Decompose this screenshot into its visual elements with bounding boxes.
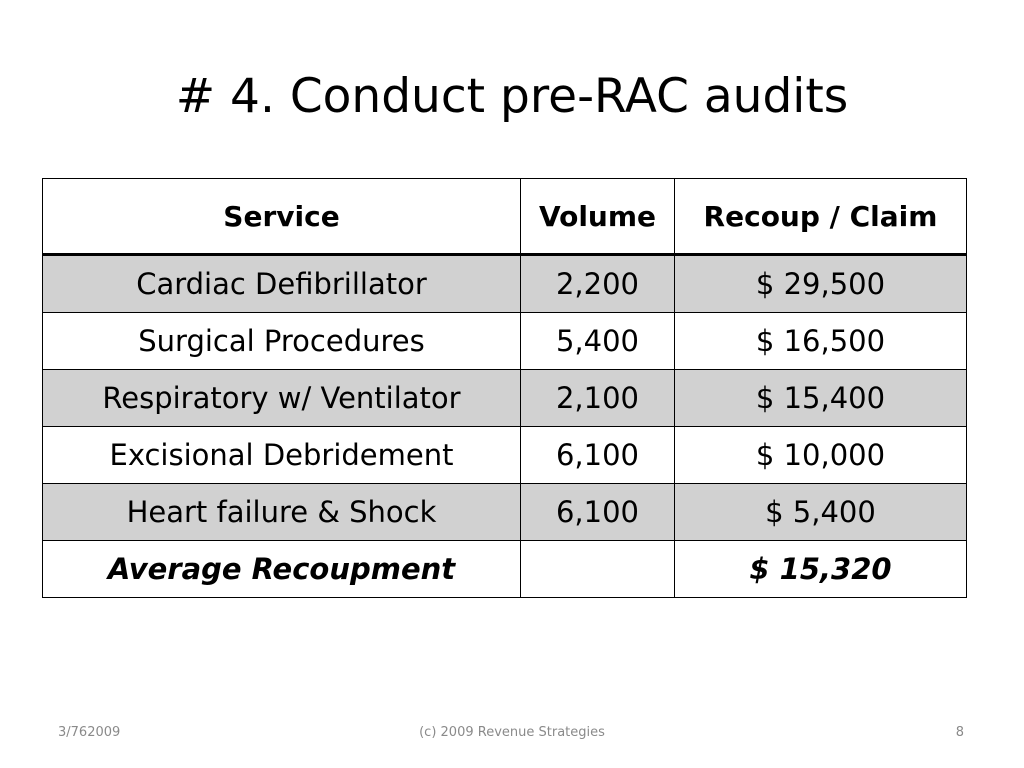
table-header-row — [43, 179, 967, 255]
table-row — [43, 255, 967, 313]
summary-label: Average Recoupment — [43, 541, 521, 598]
page-number: 8 — [955, 725, 964, 740]
volume-cell: 6,100 — [521, 427, 675, 484]
recoup-cell: $ 15,400 — [675, 370, 967, 427]
table-row — [43, 484, 967, 541]
volume-cell: 2,200 — [521, 255, 675, 313]
recoupment-table — [42, 178, 967, 598]
volume-cell: 6,100 — [521, 484, 675, 541]
header-volume: Volume — [521, 179, 675, 255]
service-cell: Heart failure & Shock — [43, 484, 521, 541]
recoup-cell: $ 16,500 — [675, 313, 967, 370]
recoup-cell: $ 5,400 — [675, 484, 967, 541]
summary-volume — [521, 541, 675, 598]
slide-title: # 4. Conduct pre-RAC audits — [175, 69, 849, 124]
table-row — [43, 313, 967, 370]
volume-cell: 5,400 — [521, 313, 675, 370]
footer-date: 3/762009 — [58, 725, 121, 740]
summary-row — [43, 541, 967, 598]
service-cell: Cardiac Defibrillator — [43, 255, 521, 313]
footer-copyright: (c) 2009 Revenue Strategies — [419, 725, 605, 740]
table-row — [43, 427, 967, 484]
header-recoup-per-claim: Recoup / Claim — [675, 179, 967, 255]
recoup-cell: $ 10,000 — [675, 427, 967, 484]
volume-cell: 2,100 — [521, 370, 675, 427]
service-cell: Respiratory w/ Ventilator — [43, 370, 521, 427]
header-service: Service — [43, 179, 521, 255]
service-cell: Surgical Procedures — [43, 313, 521, 370]
table-row — [43, 370, 967, 427]
recoup-cell: $ 29,500 — [675, 255, 967, 313]
summary-recoup: $ 15,320 — [675, 541, 967, 598]
service-cell: Excisional Debridement — [43, 427, 521, 484]
